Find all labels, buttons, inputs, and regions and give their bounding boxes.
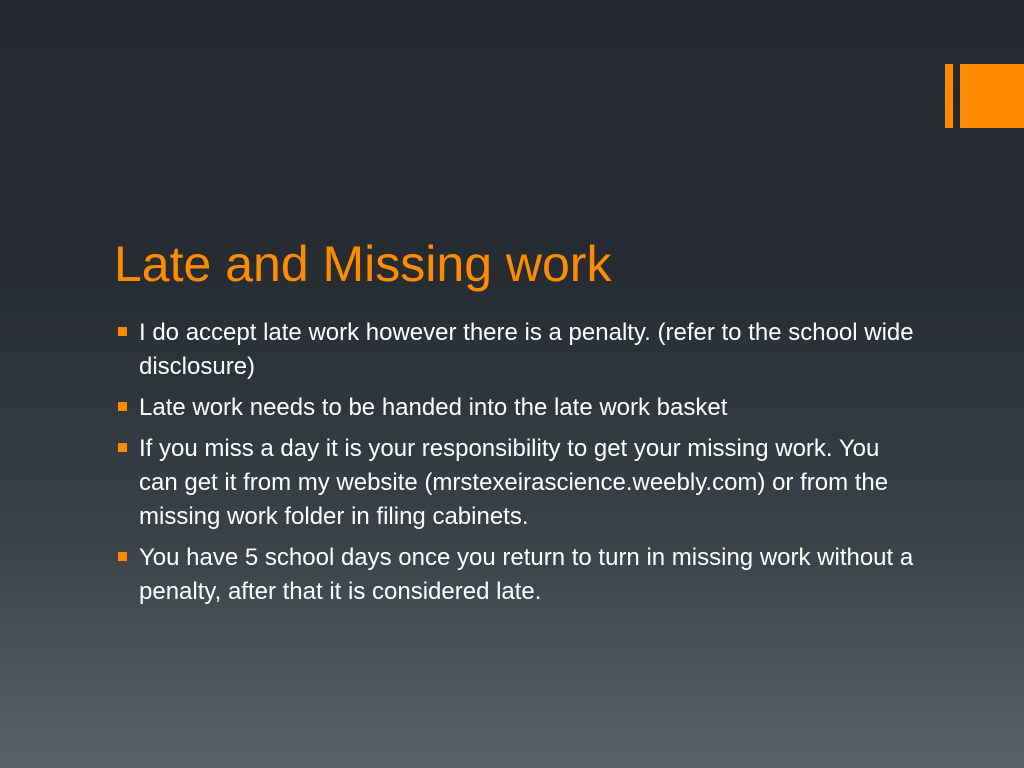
bullet-item bbox=[118, 316, 918, 384]
bullet-item bbox=[118, 541, 918, 609]
slide-title: Late and Missing work bbox=[114, 236, 612, 292]
bullet-item bbox=[118, 391, 918, 425]
square-bullet-icon bbox=[118, 327, 127, 336]
bullet-list bbox=[118, 316, 918, 616]
square-bullet-icon bbox=[118, 552, 127, 561]
bullet-text: I do accept late work however there is a penalty. (refer to the school wide disclosure) bbox=[139, 319, 914, 380]
bullet-text: Late work needs to be handed into the late work basket bbox=[139, 394, 728, 421]
bullet-item bbox=[118, 432, 918, 534]
accent-bar-thin bbox=[945, 64, 953, 128]
bullet-text: You have 5 school days once you return to turn in missing work without a penalty, after that it is considered late. bbox=[139, 544, 914, 605]
square-bullet-icon bbox=[118, 443, 127, 452]
accent-bar-thick bbox=[960, 64, 1024, 128]
bullet-text: If you miss a day it is your responsibility to get your missing work. You can get it from my website (mrstexeirascience.weebly.com) or from the missing work folder in filing cabinets. bbox=[139, 435, 889, 530]
square-bullet-icon bbox=[118, 402, 127, 411]
